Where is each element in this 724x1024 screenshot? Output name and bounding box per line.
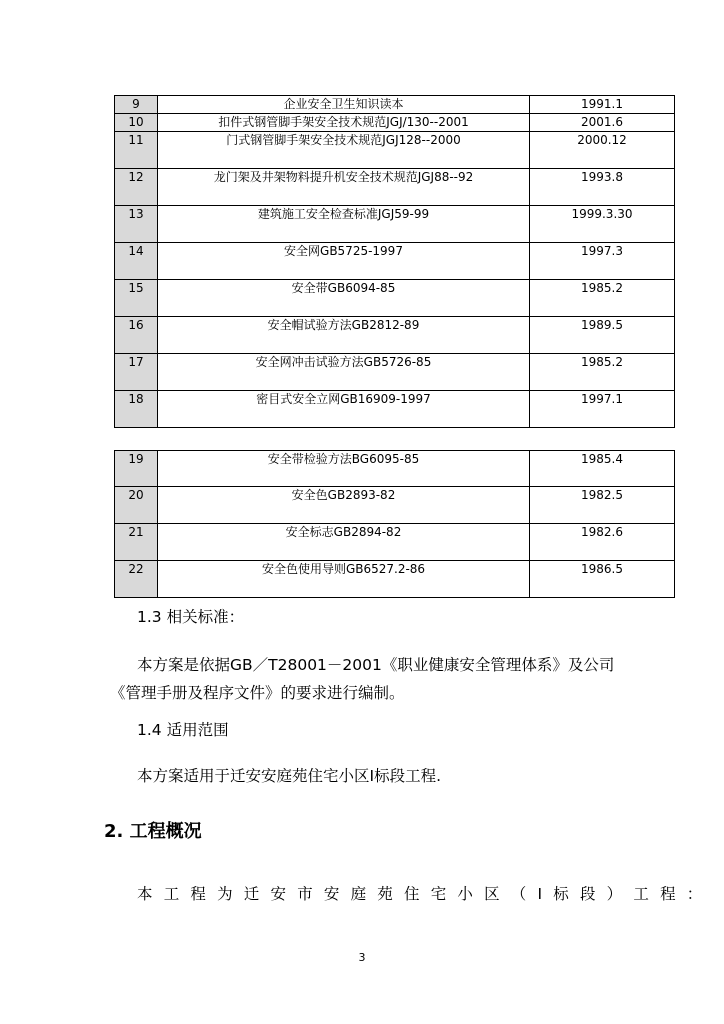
row-number: 19 [115,451,158,487]
table-row [115,561,675,598]
page-number: 3 [358,951,366,964]
standard-name: 龙门架及井架物料提升机安全技术规范JGJ88--92 [158,169,530,206]
standard-date: 1989.5 [530,317,675,354]
table-row [115,280,675,317]
table-row [115,524,675,561]
row-number: 20 [115,487,158,524]
row-number: 13 [115,206,158,243]
section-1-4-paragraph: 本方案适用于迁安安庭苑住宅小区Ⅰ标段工程. [137,767,441,785]
standard-date: 1991.1 [530,96,675,114]
table-row [115,354,675,391]
row-number: 16 [115,317,158,354]
table-row [115,169,675,206]
row-number: 10 [115,114,158,132]
table-row [115,114,675,132]
section-1-3-paragraph-line2: 《管理手册及程序文件》的要求进行编制。 [110,684,405,702]
row-number: 11 [115,132,158,169]
standard-name: 密目式安全立网GB16909-1997 [158,391,530,428]
row-number: 22 [115,561,158,598]
row-number: 14 [115,243,158,280]
standards-table-part2 [114,450,675,598]
standard-name: 安全标志GB2894-82 [158,524,530,561]
standard-date: 1982.6 [530,524,675,561]
standard-date: 1982.5 [530,487,675,524]
standards-table-part1 [114,95,675,428]
table-row [115,487,675,524]
row-number: 17 [115,354,158,391]
standard-date: 1985.2 [530,354,675,391]
table-row [115,391,675,428]
section-1-3-paragraph-line1: 本方案是依据GB／T28001－2001《职业健康安全管理体系》及公司 [137,656,615,674]
section-1-4-heading: 1.4 适用范围 [137,721,229,739]
standard-name: 安全带检验方法BG6095-85 [158,451,530,487]
table-row [115,96,675,114]
standard-name: 安全色使用导则GB6527.2-86 [158,561,530,598]
standard-date: 1985.2 [530,280,675,317]
standard-date: 1997.1 [530,391,675,428]
row-number: 15 [115,280,158,317]
standard-name: 安全帽试验方法GB2812-89 [158,317,530,354]
table-row [115,451,675,487]
standard-date: 2000.12 [530,132,675,169]
table-row [115,317,675,354]
standard-name: 安全网冲击试验方法GB5726-85 [158,354,530,391]
standard-name: 建筑施工安全检查标准JGJ59-99 [158,206,530,243]
section-2-heading: 2. 工程概况 [104,821,202,842]
standard-date: 2001.6 [530,114,675,132]
standard-name: 扣件式钢管脚手架安全技术规范JGJ/130--2001 [158,114,530,132]
standard-name: 安全网GB5725-1997 [158,243,530,280]
standard-date: 1985.4 [530,451,675,487]
row-number: 9 [115,96,158,114]
standard-date: 1993.8 [530,169,675,206]
table-row [115,132,675,169]
standard-date: 1999.3.30 [530,206,675,243]
standard-name: 安全色GB2893-82 [158,487,530,524]
section-1-3-heading: 1.3 相关标准： [137,608,245,626]
standard-name: 安全带GB6094-85 [158,280,530,317]
standard-name: 企业安全卫生知识读本 [158,96,530,114]
standard-name: 门式钢管脚手架安全技术规范JGJ128--2000 [158,132,530,169]
standard-date: 1997.3 [530,243,675,280]
row-number: 12 [115,169,158,206]
row-number: 21 [115,524,158,561]
table-row [115,243,675,280]
table-row [115,206,675,243]
row-number: 18 [115,391,158,428]
section-2-paragraph: 本工程为迁安市安庭苑住宅小区（Ⅰ标段）工程： [137,885,714,903]
standard-date: 1986.5 [530,561,675,598]
